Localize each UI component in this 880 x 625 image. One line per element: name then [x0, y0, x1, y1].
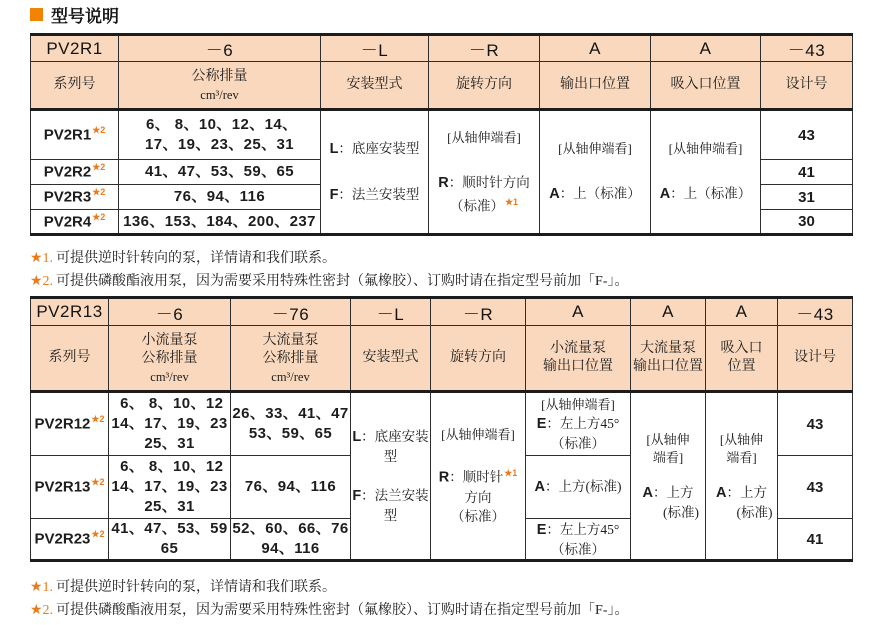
table-row: [31, 110, 853, 160]
rotation-value: [439, 464, 518, 526]
value-line: 76、94、116: [244, 478, 337, 495]
label-text: 公称排量: [262, 350, 319, 366]
footnote-line: [30, 247, 629, 270]
outlet-sub: （标准）: [551, 435, 605, 451]
option-label: ：法兰安装型: [361, 488, 429, 523]
model-table-pv2r1: [30, 33, 853, 236]
footnote-star: ★2: [92, 125, 106, 136]
small-outlet-cell: [526, 456, 631, 519]
value-line: 53、59、65: [248, 425, 333, 442]
footnotes-table1: [30, 247, 629, 293]
view-line: 端看]: [726, 449, 757, 465]
label-cell: [526, 326, 631, 392]
option-label: ：底座安装型: [338, 141, 420, 156]
series-cell: [31, 185, 119, 210]
footnote-star: ★1: [504, 196, 519, 207]
footnote-star: ★2: [92, 187, 106, 198]
design-cell: 43: [761, 110, 853, 160]
value-line: 65: [160, 540, 179, 557]
table-row: [31, 392, 853, 456]
option-label: ：上（标准）: [670, 186, 752, 201]
option-key: F: [329, 187, 339, 203]
large-outlet-cell: [631, 392, 706, 561]
series-name: PV2R23: [34, 530, 91, 548]
label-cell: 旋转方向: [431, 326, 526, 392]
footnote-star: ★2: [91, 477, 105, 488]
inlet-value: [711, 483, 773, 522]
value-line: 14、17、19、23: [111, 478, 228, 495]
footnote-marker: ★1.: [30, 580, 54, 595]
view-note: [从轴伸端看]: [558, 141, 632, 156]
label-cell: 安装型式: [351, 326, 431, 392]
value-line: 41、47、53、59、65: [144, 163, 295, 180]
inlet-cell: [651, 110, 761, 235]
footnote-star: ★1: [504, 468, 518, 479]
outlet-value: [526, 414, 630, 434]
value-line: 6、 8、10、12、14、: [141, 116, 298, 133]
label-text: 输出口位置: [633, 359, 703, 374]
footnote-line: [30, 576, 629, 599]
mount-option: [330, 185, 420, 205]
option-key: F: [352, 488, 362, 504]
option-key: R: [438, 174, 449, 191]
series-name: PV2R1: [43, 126, 92, 144]
label-cell: [231, 326, 351, 392]
code-cell: A: [651, 35, 761, 62]
label-cell: 系列号: [31, 326, 109, 392]
option-label: ：上方: [726, 484, 767, 500]
value-line: 26、33、41、47: [232, 405, 349, 422]
code-cell: A: [706, 298, 778, 326]
small-displacement-cell: [109, 519, 231, 561]
label-cell: [119, 62, 321, 110]
code-cell: A: [526, 298, 631, 326]
view-note: [从轴伸端看]: [541, 396, 615, 412]
label-cell: 输出口位置: [540, 62, 651, 110]
view-note: [646, 431, 689, 467]
displacement-cell: [119, 210, 321, 235]
design-cell: 30: [761, 210, 853, 235]
series-cell: [31, 456, 109, 519]
label-text: 大流量泵: [640, 341, 696, 356]
label-cell: 安装型式: [321, 62, 429, 110]
label-text: 公称排量: [191, 68, 248, 84]
view-line: [从轴伸: [646, 431, 690, 447]
design-cell: 43: [778, 456, 853, 519]
page-title-text: 型号说明: [51, 7, 119, 26]
option-sub: (标准): [736, 504, 773, 520]
outlet-value: [526, 520, 630, 540]
mount-option: [330, 139, 420, 159]
outlet-sub: （标准）: [551, 541, 605, 557]
value-line: 6、 8、10、12: [115, 458, 224, 475]
view-note: [从轴伸端看]: [668, 141, 743, 156]
label-text: 输出口位置: [543, 359, 613, 374]
code-cell: －43: [761, 35, 853, 62]
code-cell: －6: [119, 35, 321, 62]
small-outlet-cell: [526, 519, 631, 561]
option-key: E: [536, 521, 547, 538]
option-key: L: [352, 429, 362, 445]
design-cell: 43: [778, 392, 853, 456]
displacement-cell: [119, 160, 321, 185]
code-cell: －43: [778, 298, 853, 326]
outlet-cell: [540, 110, 651, 235]
label-text: 小流量泵: [141, 332, 198, 348]
series-name: PV2R4: [43, 213, 92, 231]
option-key: A: [534, 479, 545, 495]
inlet-value: [660, 184, 751, 204]
orange-square-icon: [30, 8, 43, 21]
label-cell: 系列号: [31, 62, 119, 110]
outlet-value: [637, 483, 699, 522]
footnote-star: ★2: [91, 529, 105, 540]
option-key: A: [716, 484, 727, 501]
code-cell: －6: [109, 298, 231, 326]
footnote-text: 可提供逆时针转向的泵，详情请和我们联系。: [56, 580, 337, 595]
code-cell: －L: [351, 298, 431, 326]
code-cell: PV2R13: [31, 298, 109, 326]
code-cell: －R: [429, 35, 540, 62]
label-cell: [706, 326, 778, 392]
label-text: 位置: [727, 359, 756, 374]
displacement-cell: [119, 110, 321, 160]
t1-code-row: [31, 35, 853, 62]
footnote-star: ★2: [92, 162, 106, 173]
label-text: 大流量泵: [262, 332, 319, 348]
rotation-cell: [431, 392, 526, 561]
footnote-text: 可提供逆时针转向的泵，详情请和我们联系。: [56, 251, 337, 266]
value-line: 76、94、116: [173, 188, 266, 205]
footnotes-table2: [30, 576, 629, 622]
view-note: [720, 431, 763, 467]
view-note: [从轴伸端看]: [441, 427, 515, 443]
t2-label-row: [31, 326, 853, 392]
design-cell: 31: [761, 185, 853, 210]
outlet-value: [549, 184, 640, 204]
option-label: ：顺时针方向: [448, 174, 530, 190]
label-cell: 吸入口位置: [651, 62, 761, 110]
view-line: [从轴伸: [719, 431, 764, 447]
inlet-cell: [706, 392, 778, 561]
footnote-line: [30, 270, 629, 293]
label-cell: 设计号: [761, 62, 853, 110]
label-cell: [631, 326, 706, 392]
option-key: E: [536, 415, 547, 432]
view-note: [从轴伸端看]: [447, 129, 521, 145]
label-text: 公称排量: [141, 350, 198, 366]
option-key: R: [438, 469, 450, 486]
footnote-marker: ★2.: [30, 603, 54, 618]
option-key: A: [642, 484, 653, 501]
model-table-pv2r13: [30, 296, 853, 562]
large-displacement-cell: [231, 456, 351, 519]
option-label: ：顺时针: [449, 469, 504, 485]
footnote-marker: ★2.: [30, 274, 54, 289]
mount-cell: [321, 110, 429, 235]
mount-cell: [351, 392, 431, 561]
unit-text: cm³/rev: [271, 369, 310, 384]
design-cell: 41: [761, 160, 853, 185]
rotation-value: [438, 173, 529, 216]
label-cell: 设计号: [778, 326, 853, 392]
footnote-star: ★2: [92, 211, 106, 222]
label-cell: [109, 326, 231, 392]
t1-label-row: [31, 62, 853, 110]
option-key: A: [549, 186, 560, 202]
value-line: 25、31: [144, 498, 195, 515]
code-cell: A: [540, 35, 651, 62]
t2-code-row: [31, 298, 853, 326]
series-name: PV2R2: [43, 163, 92, 181]
value-line: 52、60、66、76: [232, 520, 349, 537]
code-cell: －L: [321, 35, 429, 62]
view-line: 端看]: [652, 449, 684, 465]
code-cell: －76: [231, 298, 351, 326]
code-cell: A: [631, 298, 706, 326]
series-name: PV2R12: [34, 415, 91, 433]
footnote-text: 可提供磷酸酯液用泵，因为需要采用特殊性密封（氟橡胶）、订购时请在指定型号前加「F-」。: [56, 274, 629, 289]
option-label: ：左上方45°: [546, 521, 620, 537]
small-outlet-cell: [526, 392, 631, 456]
option-label: 方向: [464, 489, 492, 505]
option-label: ：底座安装型: [361, 429, 429, 464]
series-name: PV2R13: [34, 478, 91, 496]
option-label: ：左上方45°: [546, 415, 620, 431]
label-text: 小流量泵: [550, 341, 606, 356]
label-text: 吸入口: [720, 341, 763, 356]
footnote-line: [30, 599, 629, 622]
value-line: 6、 8、10、12: [115, 395, 224, 412]
mount-option: [351, 486, 430, 525]
value-line: 41、47、53、59: [111, 520, 228, 537]
displacement-cell: [119, 185, 321, 210]
option-sub: (标准): [663, 504, 699, 520]
footnote-star: ★2: [91, 414, 105, 425]
series-name: PV2R3: [43, 188, 92, 206]
option-key: L: [329, 141, 339, 157]
small-displacement-cell: [109, 456, 231, 519]
value-line: 136、153、184、200、237: [123, 212, 316, 230]
unit-text: cm³/rev: [150, 369, 189, 384]
unit-text: cm³/rev: [200, 87, 239, 102]
option-label: ：上方(标准): [544, 479, 622, 494]
series-cell: [31, 210, 119, 235]
rotation-cell: [429, 110, 540, 235]
value-line: 14、17、19、23: [111, 415, 228, 432]
code-cell: －R: [431, 298, 526, 326]
value-line: 25、31: [144, 435, 195, 452]
large-displacement-cell: [231, 519, 351, 561]
small-displacement-cell: [109, 392, 231, 456]
value-line: 94、116: [261, 540, 320, 557]
option-label: ：上方: [652, 484, 694, 500]
outlet-value: [526, 477, 630, 497]
option-key: A: [659, 186, 671, 202]
series-cell: [31, 110, 119, 160]
series-cell: [31, 519, 109, 561]
label-cell: 旋转方向: [429, 62, 540, 110]
large-displacement-cell: [231, 392, 351, 456]
design-cell: 41: [778, 519, 853, 561]
mount-option: [351, 427, 430, 466]
option-label: ：上（标准）: [559, 186, 641, 201]
page-title: [30, 2, 119, 27]
series-cell: [31, 392, 109, 456]
code-cell: PV2R1: [31, 35, 119, 62]
footnote-marker: ★1.: [30, 251, 54, 266]
value-line: 17、19、23、25、31: [144, 136, 295, 153]
option-sub: （标准）: [451, 508, 505, 524]
option-sub: （标准）: [449, 198, 504, 214]
footnote-text: 可提供磷酸酯液用泵，因为需要采用特殊性密封（氟橡胶）、订购时请在指定型号前加「F-」。: [56, 603, 629, 618]
series-cell: [31, 160, 119, 185]
option-label: ：法兰安装型: [338, 187, 420, 202]
